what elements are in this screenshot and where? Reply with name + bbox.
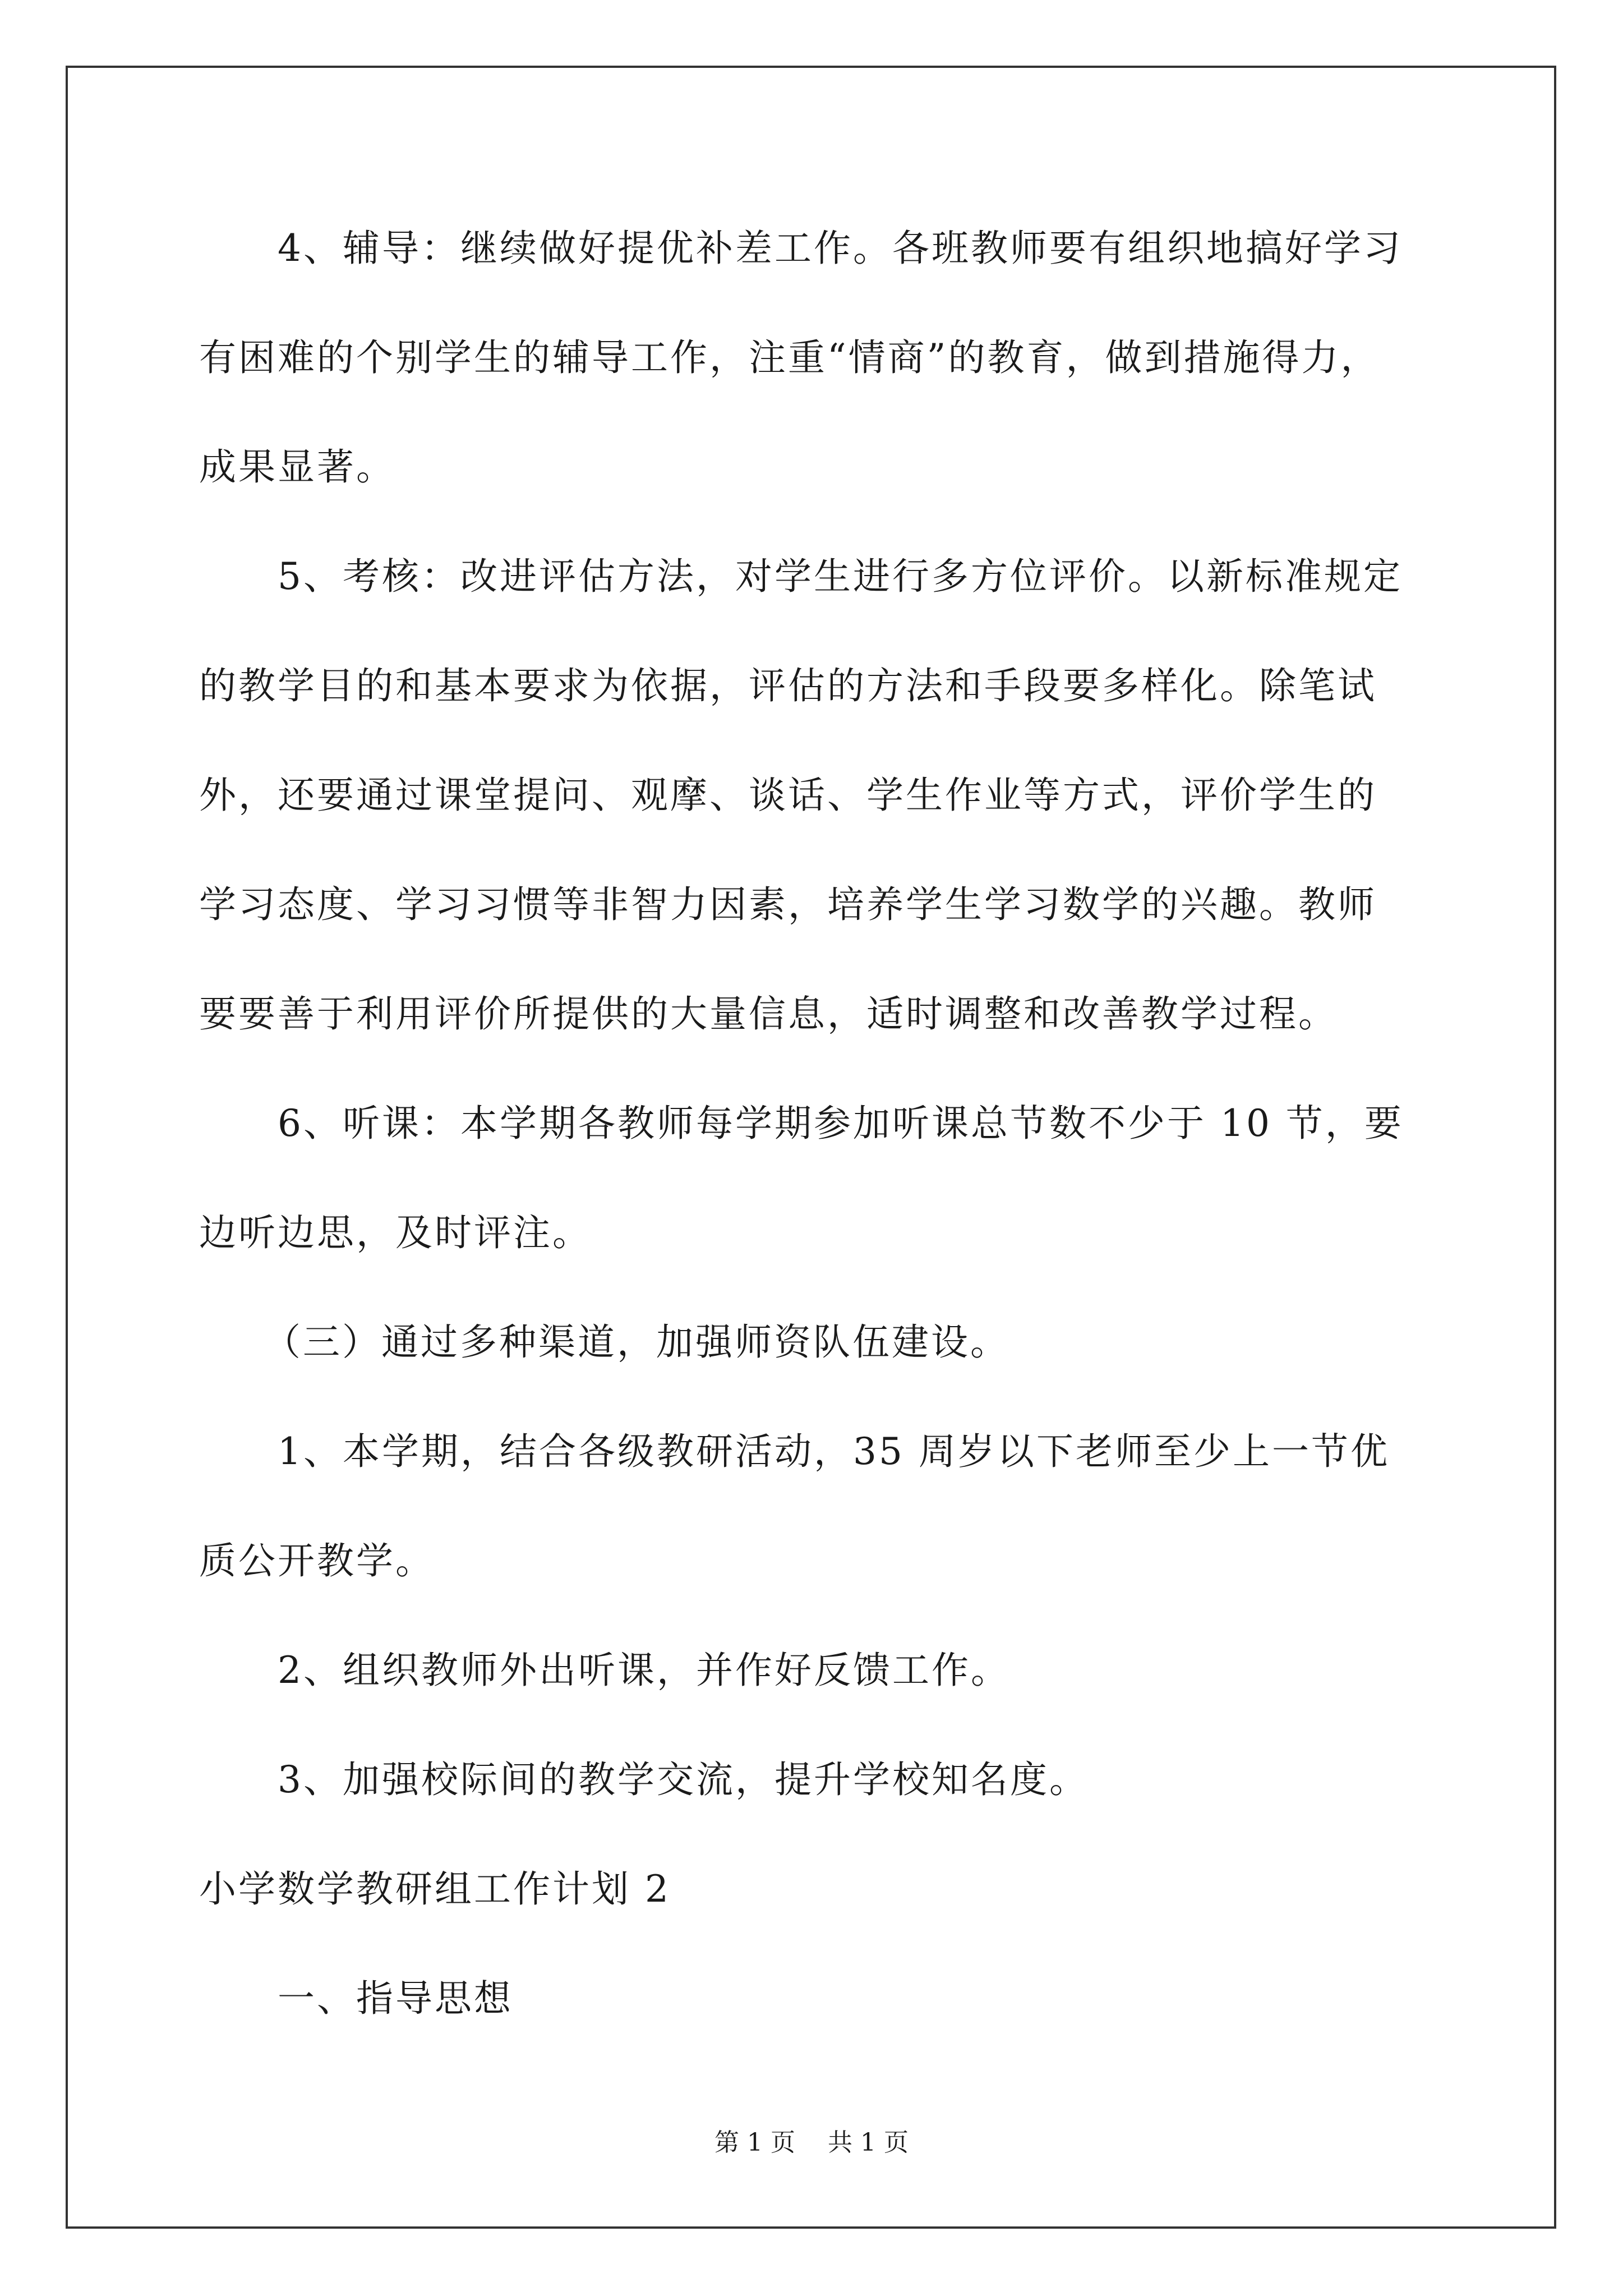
paragraph-2-line-5: 要要善于利用评价所提供的大量信息，适时调整和改善教学过程。 — [199, 992, 1338, 1036]
page-footer: 第 1 页 共 1 页 — [714, 2128, 909, 2157]
paragraph-1-line-3: 成果显著。 — [199, 445, 395, 489]
paragraph-7-line-1: 3、加强校际间的教学交流，提升学校知名度。 — [278, 1758, 1089, 1801]
paragraph-2-line-4: 学习态度、学习习惯等非智力因素，培养学生学习数学的兴趣。教师 — [199, 883, 1377, 926]
paragraph-6-line-1: 2、组织教师外出听课，并作好反馈工作。 — [278, 1649, 1010, 1692]
section-title: 小学数学教研组工作计划 2 — [199, 1867, 671, 1911]
paragraph-1-line-2: 有困难的个别学生的辅导工作，注重“情商”的教育，做到措施得力， — [199, 336, 1380, 379]
paragraph-1-line-1: 4、辅导：继续做好提优补差工作。各班教师要有组织地搞好学习 — [278, 227, 1403, 270]
paragraph-2-line-2: 的教学目的和基本要求为依据，评估的方法和手段要多样化。除笔试 — [199, 664, 1377, 707]
subsection-title: 一、指导思想 — [278, 1977, 513, 2020]
paragraph-5-line-1: 1、本学期，结合各级教研活动，35 周岁以下老师至少上一节优 — [278, 1430, 1390, 1473]
paragraph-3-line-1: 6、听课：本学期各教师每学期参加听课总节数不少于 10 节，要 — [278, 1102, 1404, 1145]
paragraph-2-line-1: 5、考核：改进评估方法，对学生进行多方位评价。以新标准规定 — [278, 555, 1403, 598]
paragraph-4-line-1: （三）通过多种渠道，加强师资队伍建设。 — [264, 1320, 1009, 1364]
paragraph-3-line-2: 边听边思，及时评注。 — [199, 1211, 592, 1254]
paragraph-2-line-3: 外，还要通过课堂提问、观摩、谈话、学生作业等方式，评价学生的 — [199, 774, 1377, 817]
paragraph-5-line-2: 质公开教学。 — [199, 1539, 435, 1582]
